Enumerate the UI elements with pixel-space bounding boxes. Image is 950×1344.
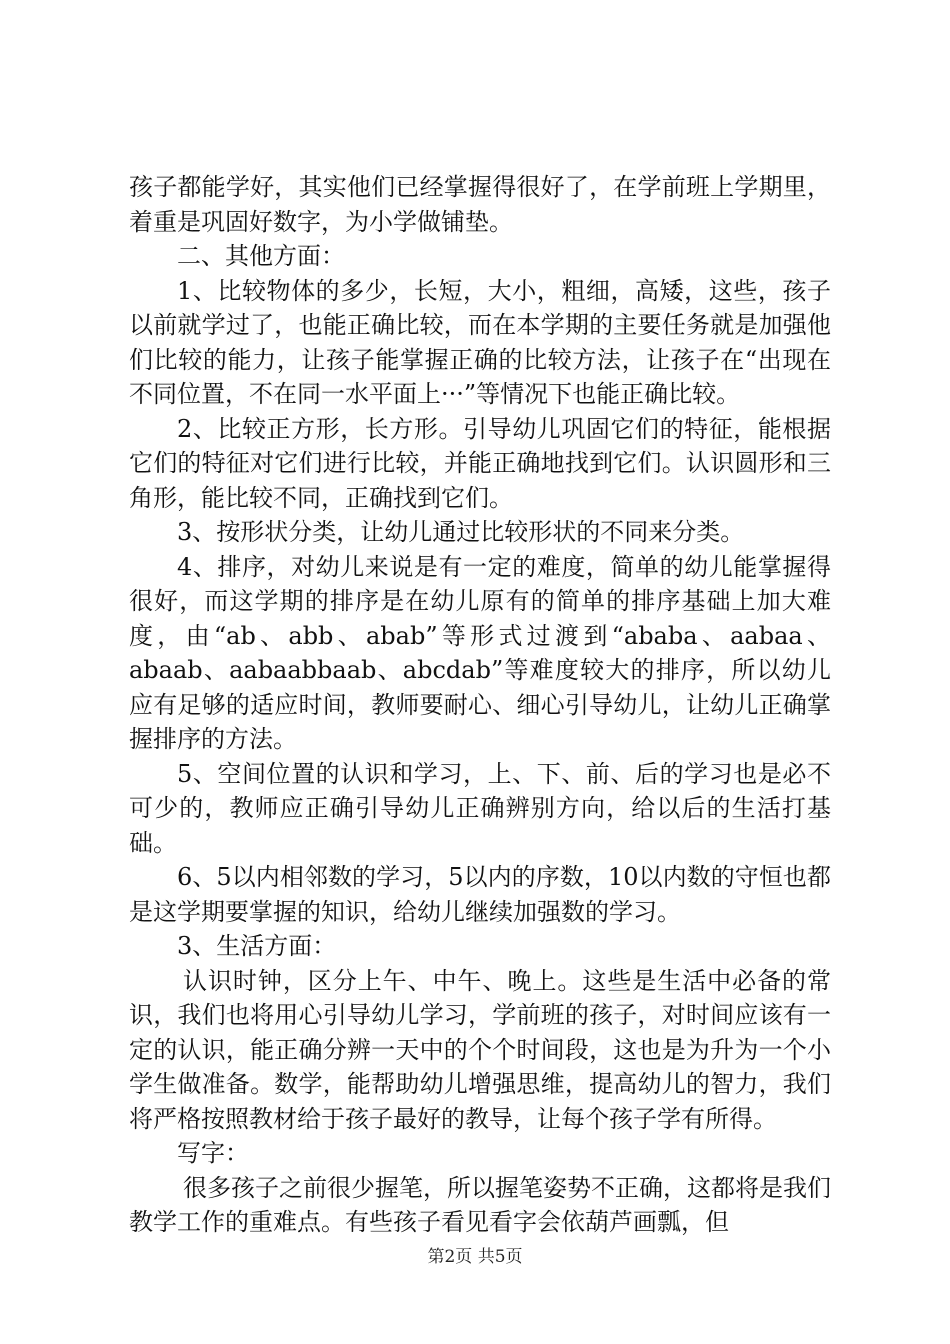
section-heading-life: 3、生活方面： [177, 932, 337, 960]
paragraph-item-2: 2、比较正方形，长方形。引导幼儿巩固它们的特征，能根据它们的特征对它们进行比较，并能正确地找到它们。认识圆形和三角形，能比较不同，正确找到它们。 [129, 414, 831, 512]
paragraph-writing: 很多孩子之前很少握笔，所以握笔姿势不正确，这都将是我们教学工作的重难点。有些孩子看见看字会依葫芦画瓢，但 [129, 1173, 831, 1236]
paragraph-item-1: 1、比较物体的多少，长短，大小，粗细，高矮，这些，孩子以前就学过了，也能正确比较，而在本学期的主要任务就是加强他们比较的能力，让孩子能掌握正确的比较方法，让孩子在“出现在不同位置，不在同一水平面上···”等情况下也能正确比较。 [129, 276, 831, 408]
section-heading-writing: 写字： [177, 1139, 249, 1167]
paragraph-item-3: 3、按形状分类，让幼儿通过比较形状的不同来分类。 [177, 518, 745, 546]
paragraph-item-4: 4、排序，对幼儿来说是有一定的难度，简单的幼儿能掌握得很好，而这学期的排序是在幼儿原有的简单的排序基础上加大难度，由“ab、abb、abab”等形式过渡到“ababa、aabaa、abaab、aabaabbaab、abcdab”等难度较大的排序，所以幼儿应有足够的适应时间，教师要耐心、细心引导幼儿，让幼儿正确掌握排序的方法。 [129, 552, 831, 753]
paragraph-continuation: 孩子都能学好，其实他们已经掌握得很好了，在学前班上学期里，着重是巩固好数字，为小学做铺垫。 [129, 173, 831, 236]
paragraph-life: 认识时钟，区分上午、中午、晚上。这些是生活中必备的常识，我们也将用心引导幼儿学习，学前班的孩子，对时间应该有一定的认识，能正确分辨一天中的个个时间段，这也是为升为一个小学生做准备。数学，能帮助幼儿增强思维，提高幼儿的智力，我们将严格按照教材给于孩子最好的教导，让每个孩子学有所得。 [129, 966, 831, 1133]
paragraph-item-5: 5、空间位置的认识和学习，上、下、前、后的学习也是必不可少的，教师应正确引导幼儿正确辨别方向，给以后的生活打基础。 [129, 759, 831, 857]
paragraph-item-6: 6、5以内相邻数的学习，5以内的序数，10以内数的守恒也都是这学期要掌握的知识，给幼儿继续加强数的学习。 [129, 863, 831, 926]
document-body [129, 170, 831, 1240]
page-number-footer: 第2页 共5页 [427, 1247, 523, 1267]
section-heading-other: 二、其他方面： [177, 242, 345, 270]
